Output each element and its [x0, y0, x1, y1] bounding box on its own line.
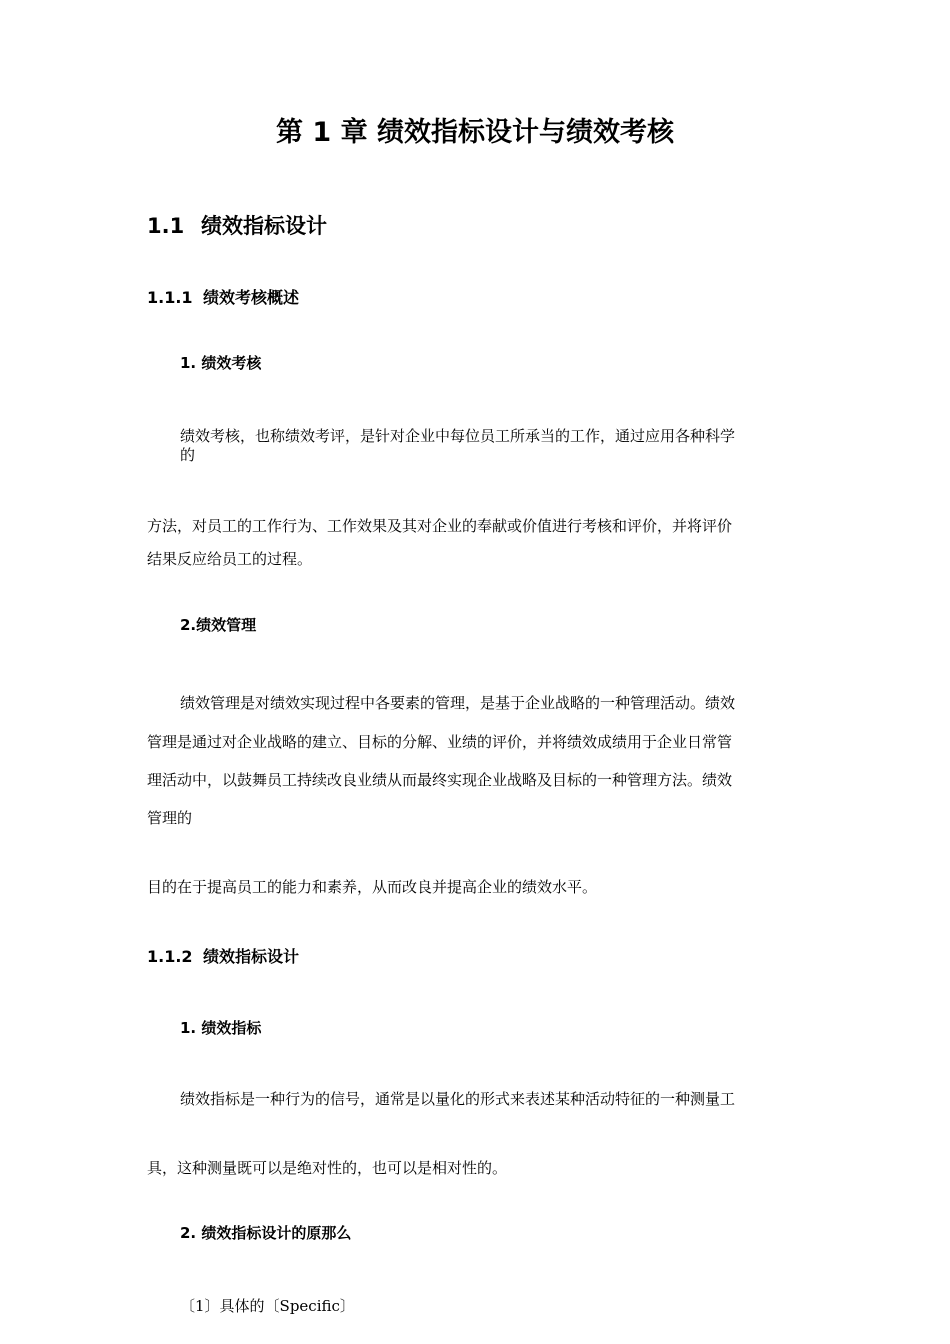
- paragraph-line: 目的在于提高员工的能力和素养，从而改良并提高企业的绩效水平。: [147, 878, 598, 896]
- item-heading: 2. 绩效指标设计的原那么: [180, 1224, 352, 1242]
- subsection-title: 绩效考核概述: [203, 288, 300, 307]
- paragraph-line: 绩效管理是对绩效实现过程中各要素的管理，是基于企业战略的一种管理活动。绩效: [180, 694, 736, 712]
- chapter-title: 第 1 章 绩效指标设计与绩效考核: [276, 117, 674, 148]
- paragraph-line: 理活动中，以鼓舞员工持续改良业绩从而最终实现企业战略及目标的一种管理方法。绩效: [147, 771, 733, 789]
- paragraph-line: 管理是通过对企业战略的建立、目标的分解、业绩的评价，并将绩效成绩用于企业日常管: [147, 733, 733, 751]
- section-number: 1.1: [147, 214, 185, 238]
- item-heading: 1. 绩效考核: [180, 354, 262, 372]
- subsection-number: 1.1.1: [147, 288, 193, 307]
- paragraph-line: 方法，对员工的工作行为、工作效果及其对企业的奉献或价值进行考核和评价，并将评价: [147, 517, 733, 535]
- subsection-title: 绩效指标设计: [203, 947, 300, 966]
- paragraph-line: 绩效考核，也称绩效考评，是针对企业中每位员工所承当的工作，通过应用各种科学: [180, 427, 736, 445]
- paragraph-line: 管理的: [147, 809, 193, 827]
- item-heading: 2.绩效管理: [180, 616, 257, 634]
- subsection-heading: [147, 285, 299, 308]
- subsection-heading: [147, 944, 299, 967]
- paragraph-line: 绩效指标是一种行为的信号，通常是以量化的形式来表述某种活动特征的一种测量工: [180, 1090, 736, 1108]
- paragraph-line: 结果反应给员工的过程。: [147, 550, 313, 568]
- section-heading: [147, 210, 327, 240]
- section-title: 绩效指标设计: [201, 214, 327, 238]
- subsection-number: 1.1.2: [147, 947, 193, 966]
- list-item: 〔1〕具体的〔Specific〕: [180, 1297, 355, 1315]
- paragraph-line: 具，这种测量既可以是绝对性的，也可以是相对性的。: [147, 1159, 508, 1177]
- paragraph-line: 的: [180, 446, 196, 464]
- item-heading: 1. 绩效指标: [180, 1019, 262, 1037]
